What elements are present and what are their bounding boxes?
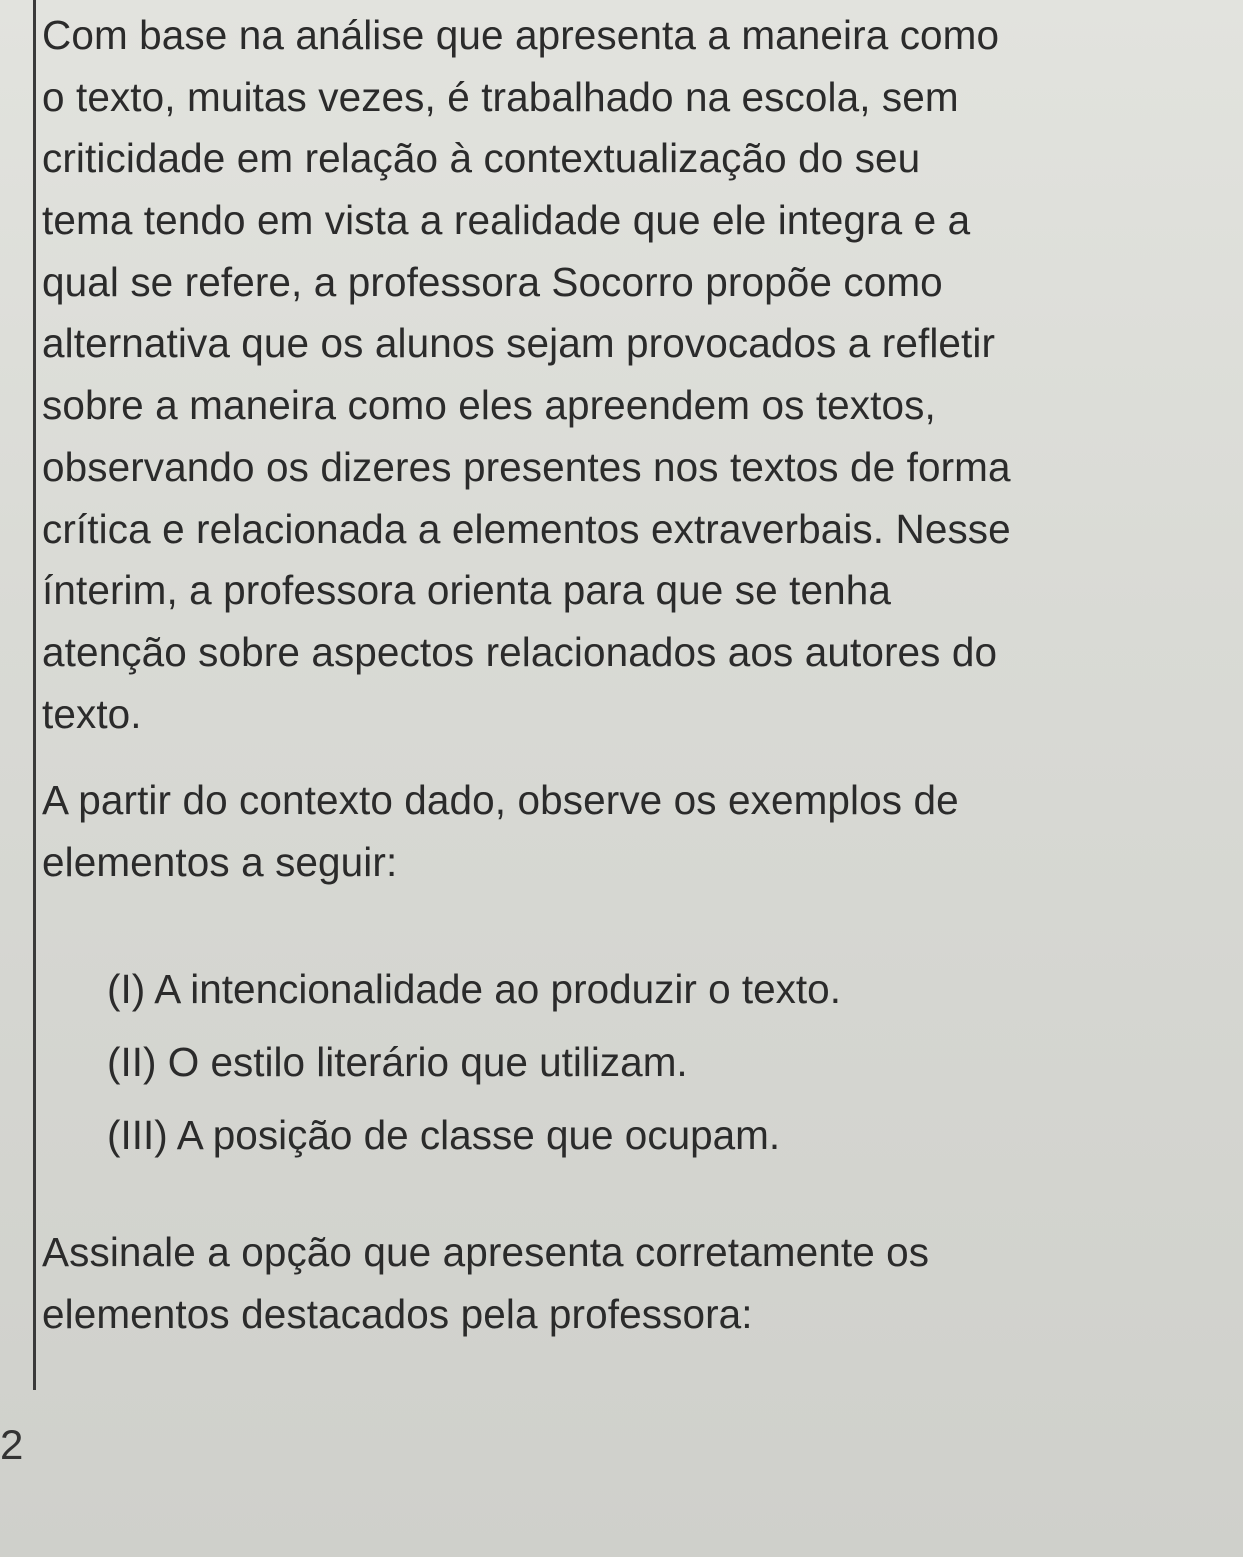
element-list (107, 953, 841, 1172)
intro-line: ínterim, a professora orienta para que se tenha (42, 567, 891, 614)
intro-line: texto. (42, 690, 142, 737)
intro-line: criticidade em relação à contextualização do seu (42, 135, 921, 182)
prompt-line: A partir do contexto dado, observe os exemplos de (42, 777, 959, 823)
intro-line: qual se refere, a professora Socorro propõe como (42, 258, 943, 305)
intro-line: Com base na análise que apresenta a maneira como (42, 12, 1000, 58)
list-item: (I) A intencionalidade ao produzir o texto. (107, 966, 841, 1012)
intro-line: o texto, muitas vezes, é trabalhado na escola, sem (42, 73, 959, 120)
intro-line: observando os dizeres presentes nos textos de forma (42, 443, 1011, 490)
intro-line: tema tendo em vista a realidade que ele integra e a (42, 197, 971, 244)
question-line: Assinale a opção que apresenta corretamente os (42, 1229, 930, 1275)
intro-line: atenção sobre aspectos relacionados aos autores do (42, 628, 998, 675)
question-line: elementos destacados pela professora: (42, 1290, 753, 1337)
prompt-paragraph (42, 770, 1202, 893)
intro-line: sobre a maneira como eles apreendem os textos, (42, 382, 936, 429)
margin-rule (33, 0, 36, 1390)
page-number: 2 (0, 1421, 24, 1468)
intro-line: alternativa que os alunos sejam provocados a refletir (42, 320, 996, 367)
intro-line: crítica e relacionada a elementos extraverbais. Nesse (42, 505, 1011, 552)
intro-paragraph (42, 5, 1202, 745)
question-paragraph (42, 1222, 1202, 1345)
list-item: (III) A posição de classe que ocupam. (107, 1112, 781, 1158)
prompt-line: elementos a seguir: (42, 838, 398, 885)
list-item: (II) O estilo literário que utilizam. (107, 1039, 688, 1085)
